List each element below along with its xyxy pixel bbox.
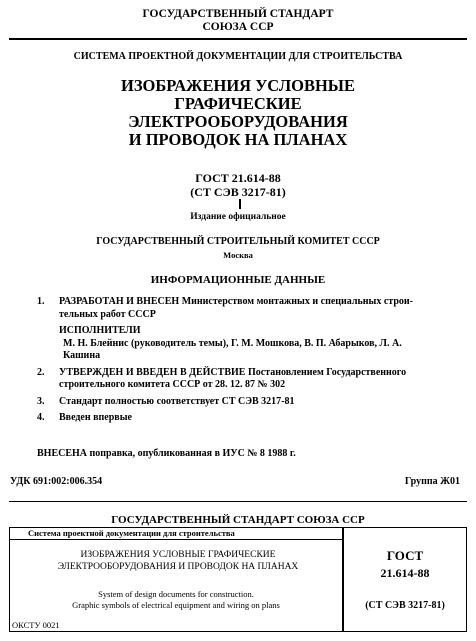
frame-document-title <box>18 550 338 573</box>
bottom-divider <box>9 501 467 502</box>
item-number: 4. <box>37 412 45 423</box>
item-text-line1: Стандарт полностью соответствует СТ СЭВ 3217-81 <box>59 395 295 407</box>
list-item <box>37 367 461 392</box>
info-heading: ИНФОРМАЦИОННЫЕ ДАННЫЕ <box>150 274 326 286</box>
english-title <box>10 589 342 611</box>
info-list <box>37 296 461 429</box>
item-text-line1: УТВЕРЖДЕН И ВВЕДЕН В ДЕЙСТВИЕ Постановлением Государственного <box>59 366 407 378</box>
item-text-line1: РАЗРАБОТАН И ВНЕСЕН Министерством монтажных и специальных строи- <box>59 296 413 307</box>
gost-number-block <box>0 172 476 199</box>
performers <box>37 325 461 363</box>
frame-row-divider <box>10 539 342 540</box>
frame-title-line1: ИЗОБРАЖЕНИЯ УСЛОВНЫЕ ГРАФИЧЕСКИЕ <box>80 550 276 560</box>
list-item <box>37 296 461 321</box>
top-divider <box>9 38 467 40</box>
frame-gost-label: ГОСТ <box>386 548 424 563</box>
standard-header-line2: СОЮЗА ССР <box>202 21 274 33</box>
frame-st-sev: (СТ СЭВ 3217-81) <box>365 600 445 611</box>
vertical-mark <box>239 199 241 209</box>
performers-names-line1: М. Н. Блейнис (руководитель темы), Г. М. Мошкова, В. П. Абарыков, Л. А. <box>63 337 402 349</box>
standard-header <box>0 8 476 34</box>
list-item <box>37 396 461 409</box>
city-name: Москва <box>223 250 253 260</box>
item-text-line1: Введен впервые <box>59 412 132 423</box>
committee-name: ГОСУДАРСТВЕННЫЙ СТРОИТЕЛЬНЫЙ КОМИТЕТ СССР <box>96 236 380 247</box>
list-item <box>37 412 461 425</box>
title-line-2: ГРАФИЧЕСКИЕ <box>174 94 302 113</box>
okstu-code: ОКСТУ 0021 <box>12 620 60 630</box>
item-text-line2: тельных работ СССР <box>59 308 156 320</box>
standard-header-line1: ГОСУДАРСТВЕННЫЙ СТАНДАРТ <box>142 8 334 20</box>
st-sev-number: (СТ СЭВ 3217-81) <box>190 184 286 199</box>
item-number: 1. <box>37 296 45 307</box>
frame-title-line2: ЭЛЕКТРООБОРУДОВАНИЯ И ПРОВОДОК НА ПЛАНАХ <box>57 561 299 572</box>
title-frame <box>9 527 467 632</box>
title-line-4: И ПРОВОДОК НА ПЛАНАХ <box>128 130 348 149</box>
frame-system-title: Система проектной документации для строительства <box>28 528 235 538</box>
english-title-line2: Graphic symbols of electrical equipment and wiring on plans <box>72 600 280 610</box>
performers-names-line2: Кашина <box>63 350 101 361</box>
item-text-line2: строительного комитета СССР от 28. 12. 87 № 302 <box>59 379 286 390</box>
gost-number: ГОСТ 21.614-88 <box>195 171 281 185</box>
performers-label: ИСПОЛНИТЕЛИ <box>59 325 141 336</box>
english-title-line1: System of design documents for construction. <box>98 589 254 599</box>
item-number: 3. <box>37 395 45 407</box>
edition-label: Издание официальное <box>190 212 286 222</box>
system-title: СИСТЕМА ПРОЕКТНОЙ ДОКУМЕНТАЦИИ ДЛЯ СТРОИТЕЛЬСТВА <box>73 51 403 62</box>
udk-code: УДК 691:002:006.354 <box>10 476 103 487</box>
amendment-note: ВНЕСЕНА поправка, опубликованная в ИУС № 8 1988 г. <box>37 448 296 459</box>
item-number: 2. <box>37 366 45 378</box>
title-line-3: ЭЛЕКТРООБОРУДОВАНИЯ <box>128 112 348 131</box>
title-line-1: ИЗОБРАЖЕНИЯ УСЛОВНЫЕ <box>121 76 355 95</box>
frame-gost-number: 21.614-88 <box>380 566 430 580</box>
group-code: Группа Ж01 <box>404 476 460 487</box>
document-title <box>0 77 476 149</box>
bottom-standard-header: ГОСУДАРСТВЕННЫЙ СТАНДАРТ СОЮЗА ССР <box>111 514 365 526</box>
